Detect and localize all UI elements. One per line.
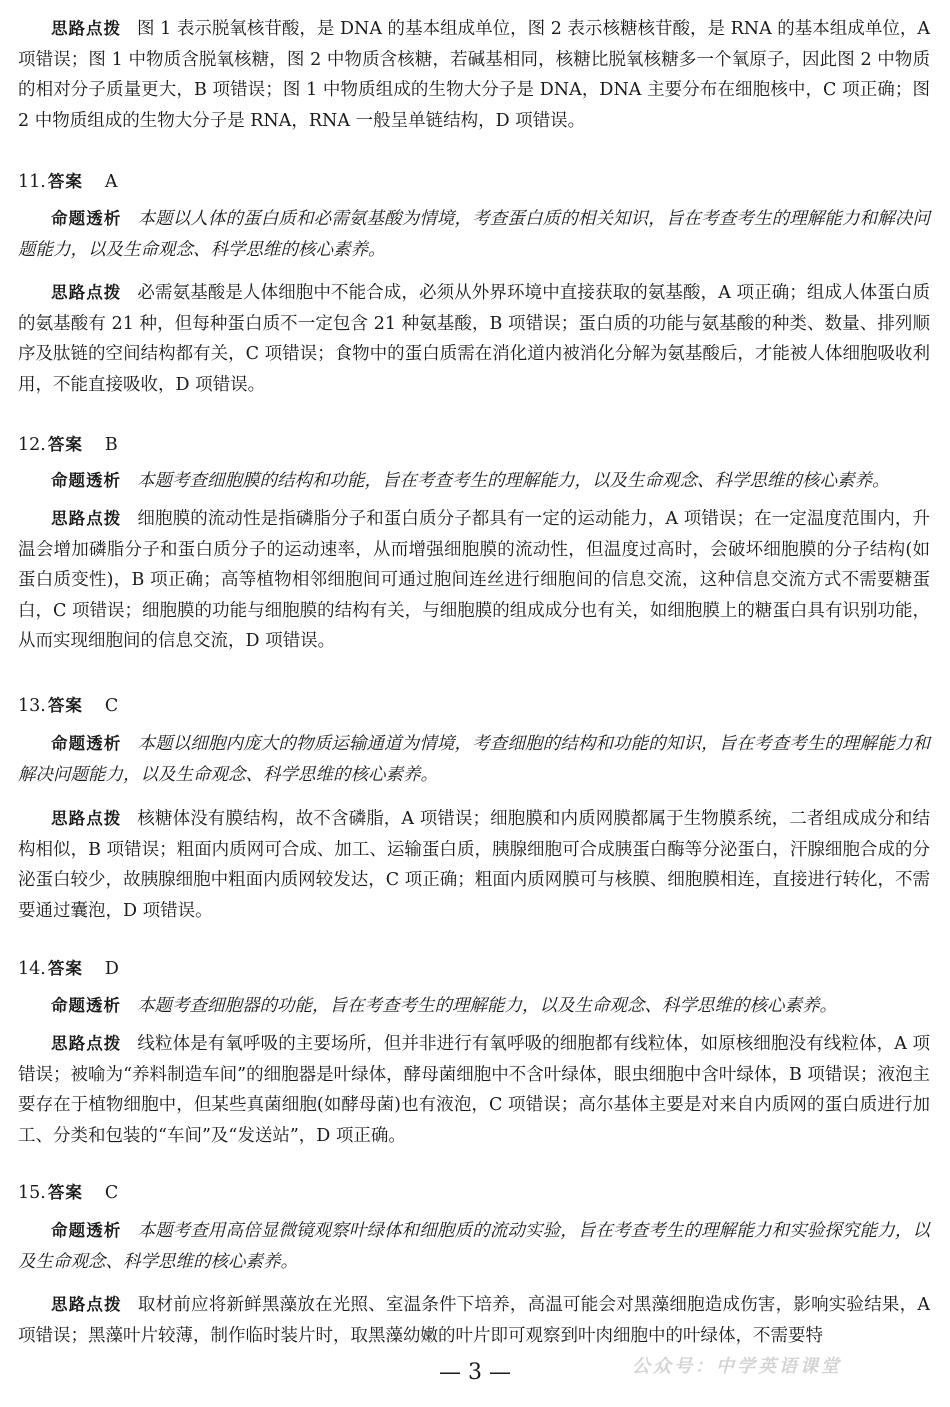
analysis-paragraph-13 [18,729,930,790]
hint-paragraph-14 [18,1029,930,1151]
watermark: 公众号：中学英语课堂 [632,1356,842,1377]
hint-label: 思路点拨 [51,19,122,38]
hint-text: 必需氨基酸是人体细胞中不能合成，必须从外界环境中直接获取的氨基酸，A 项正确；组成人体蛋白质的氨基酸有 21 种，但每种蛋白质不一定包含 21 种氨基酸，B 项错误；蛋白质的功能与氨基酸的种类、数量、排列顺序及肽链的空间结构都有关，C 项错误；食物中的蛋白质需在消化道内被消化分解为氨基酸后，才能被人体细胞吸收利用，不能直接吸收，D 项错误。 [18,283,931,395]
analysis-paragraph-11 [18,204,930,265]
analysis-paragraph-12 [18,466,930,497]
analysis-text: 本题以人体的蛋白质和必需氨基酸为情境，考查蛋白质的相关知识，旨在考查考生的理解能力和解决问题能力，以及生命观念、科学思维的核心素养。 [18,209,931,260]
answer-value: D [104,959,119,979]
question-number: 14. [18,959,46,979]
analysis-text: 本题考查细胞器的功能，旨在考查考生的理解能力，以及生命观念、科学思维的核心素养。 [137,996,837,1016]
hint-text: 图 1 表示脱氧核苷酸，是 DNA 的基本组成单位，图 2 表示核糖核苷酸，是 RNA 的基本组成单位，A 项错误；图 1 中物质含脱氧核糖，图 2 中物质含核糖，若碱基相同，核糖比脱氧核糖多一个氧原子，因此图 2 中物质的相对分子质量更大，B 项错误；图 1 中物质组成的生物大分子是 DNA，DNA 主要分布在细胞核中，C 项正确；图 2 中物质组成的生物大分子是 RNA，RNA 一般呈单链结构，D 项错误。 [18,19,931,131]
hint-paragraph-15 [18,1290,930,1351]
analysis-paragraph-14 [18,991,930,1022]
answer-line-12 [18,430,118,461]
answer-line-11 [18,167,117,198]
hint-label: 思路点拨 [51,283,122,302]
analysis-label: 命题透析 [51,209,122,228]
answer-label: 答案 [47,959,83,978]
hint-text: 细胞膜的流动性是指磷脂分子和蛋白质分子都具有一定的运动能力，A 项错误；在一定温度范围内，升温会增加磷脂分子和蛋白质分子的运动速率，从而增强细胞膜的流动性，但温度过高时，会破坏细胞膜的分子结构(如蛋白质变性)，B 项正确；高等植物相邻细胞间可通过胞间连丝进行细胞间的信息交流，这种信息交流方式不需要糖蛋白，C 项错误；细胞膜的功能与细胞膜的结构有关，与细胞膜的组成成分也有关，如细胞膜上的糖蛋白具有识别功能，从而实现细胞间的信息交流，D 项错误。 [18,509,931,651]
answer-value: B [104,435,118,455]
analysis-text: 本题以细胞内庞大的物质运输通道为情境，考查细胞的结构和功能的知识，旨在考查考生的理解能力和解决问题能力，以及生命观念、科学思维的核心素养。 [18,734,931,785]
question-number: 11. [18,172,46,192]
analysis-text: 本题考查用高倍显微镜观察叶绿体和细胞质的流动实验，旨在考查考生的理解能力和实验探究能力，以及生命观念、科学思维的核心素养。 [18,1221,931,1272]
question-number: 13. [18,696,46,716]
analysis-paragraph-15 [18,1216,930,1277]
answer-line-14 [18,954,119,985]
answer-label: 答案 [47,1183,83,1202]
analysis-text: 本题考查细胞膜的结构和功能，旨在考查考生的理解能力，以及生命观念、科学思维的核心素养。 [137,471,890,491]
analysis-label: 命题透析 [51,996,121,1015]
hint-text: 核糖体没有膜结构，故不含磷脂，A 项错误；细胞膜和内质网膜都属于生物膜系统，二者组成成分和结构相似，B 项错误；粗面内质网可合成、加工、运输蛋白质，胰腺细胞可合成胰蛋白酶等分泌蛋白，汗腺细胞合成的分泌蛋白较少，故胰腺细胞中粗面内质网较发达，C 项正确；粗面内质网膜可与核膜、细胞膜相连，直接进行转化，不需要通过囊泡，D 项错误。 [18,809,931,921]
page-number: — 3 — [439,1360,511,1385]
hint-text: 取材前应将新鲜黑藻放在光照、室温条件下培养，高温可能会对黑藻细胞造成伤害，影响实验结果，A 项错误；黑藻叶片较薄，制作临时装片时，取黑藻幼嫩的叶片即可观察到叶肉细胞中的叶绿体，不需要特 [18,1295,931,1346]
answer-label: 答案 [47,435,83,454]
answer-label: 答案 [47,172,83,191]
answer-value: A [104,172,118,192]
question-number: 12. [18,435,46,455]
hint-label: 思路点拨 [51,1034,122,1053]
hint-paragraph-11 [18,278,930,400]
hint-label: 思路点拨 [51,809,122,828]
hint-paragraph-12 [18,504,930,657]
answer-value: C [104,1183,119,1203]
answer-line-13 [18,691,118,722]
hint-label: 思路点拨 [51,509,122,528]
answer-label: 答案 [47,696,83,715]
question-number: 15. [18,1183,46,1203]
hint-label: 思路点拨 [51,1295,122,1314]
analysis-label: 命题透析 [51,471,121,490]
hint-paragraph-13 [18,804,930,926]
hint-text: 线粒体是有氧呼吸的主要场所，但并非进行有氧呼吸的细胞都有线粒体，如原核细胞没有线粒体，A 项错误；被喻为“养料制造车间”的细胞器是叶绿体，酵母菌细胞中不含叶绿体，眼虫细胞中含叶绿体，B 项错误；液泡主要存在于植物细胞中，但某些真菌细胞(如酵母菌)也有液泡，C 项错误；高尔基体主要是对来自内质网的蛋白质进行加工、分类和包装的“车间”及“发送站”，D 项正确。 [18,1034,931,1146]
analysis-label: 命题透析 [51,734,122,753]
answer-value: C [104,696,119,716]
answer-line-15 [18,1178,118,1209]
analysis-label: 命题透析 [51,1221,122,1240]
hint-paragraph-10 [18,14,930,136]
